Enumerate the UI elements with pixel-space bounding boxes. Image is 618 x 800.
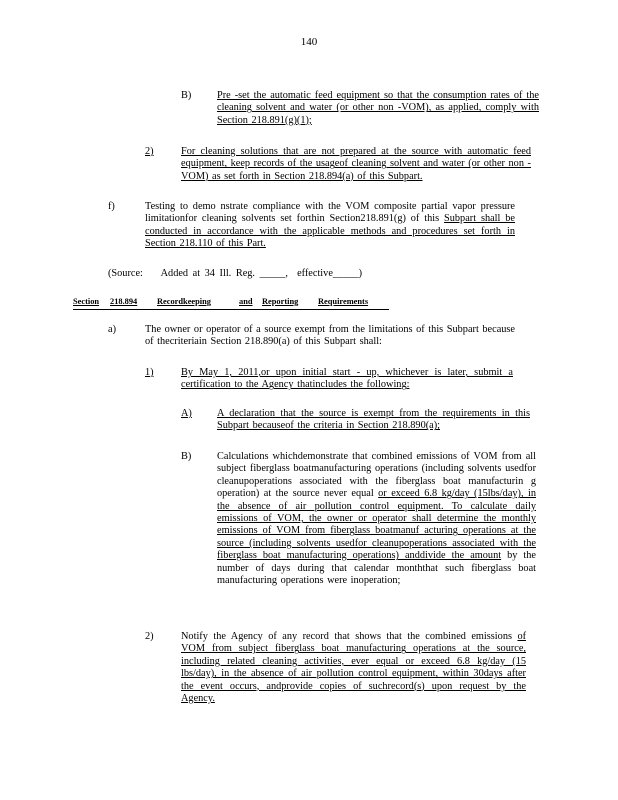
- item-f-text-plain: Testing to demo nstrate compliance with the VOM composite partial vapor pressure limitationfor cleaning solvents set forthin Section218.891(g) of this: [145, 201, 515, 225]
- section-number: 218.894: [110, 297, 138, 306]
- item-a-text: The owner or operator of a source exempt from the limitations of this Subpart because of thecriteriain Section 218.890(a) of this Subpart shall:: [145, 324, 515, 348]
- item-A-label: A): [181, 408, 192, 419]
- item-1-label: 1): [145, 367, 154, 378]
- item-B-label: B): [181, 451, 192, 462]
- source-effective: effective: [297, 268, 333, 279]
- source-note: [108, 268, 362, 279]
- section-heading-rule: [73, 309, 389, 310]
- item-1-text: By May 1, 2011,or upon initial start - up, whichever is later, submit a certification to the Agency thatincludes the following:: [181, 367, 513, 391]
- item-A-text: A declaration that the source is exempt from the requirements in this Subpart becauseof the criteria in Section 218.890(a);: [217, 408, 530, 432]
- section-label: Section: [73, 297, 100, 306]
- item-2-label: 2): [145, 146, 154, 157]
- section-title-2: and: [239, 297, 253, 306]
- source-added: Added at 34 Ill. Reg.: [160, 268, 255, 279]
- item-a-label: a): [108, 324, 116, 335]
- item-f-text: [145, 201, 515, 251]
- item-b-text: Pre -set the automatic feed equipment so that the consumption rates of the cleaning solvent and water (or other non -VOM), as applied, comply with Section 218.891(g)(1);: [217, 90, 539, 126]
- item-f-text-underlined: Subpart shall be conducted in accordance with the applicable methods and procedures set forth in Section 218.110 of this Part.: [145, 213, 515, 250]
- item-f-label: f): [108, 201, 115, 212]
- section-title-3: Reporting: [262, 297, 299, 306]
- item-B-text-underlined: or exceed 6.8 kg/day (15lbs/day), in the absence of air pollution control equipment. To calculate daily emissions of VOM, the owner or operator shall determine the monthly emissions of VOM from fiberglass boatmanuf acturing operations at the source (including solvents usedfor cleanupoperations associated with the fiberglass boat manufacturing operations) anddivide the amount: [217, 488, 537, 562]
- section-title-4: Requirements: [318, 297, 369, 306]
- item-B-text-plain: Calculations whichdemonstrate that combined emissions of VOM from all subject fiberglass boatmanufacturing operations (including solvents usedfor cleanupoperations associated with the fiberglass boat manufacturin g operation) at the source never equal: [217, 451, 536, 500]
- item-2-text: For cleaning solutions that are not prepared at the source with automatic feed equipment, keep records of the usageof cleaning solvent and water (or other non -VOM) as set forth in Section 218.894(a) of this Subpart.: [181, 146, 531, 182]
- source-open: (Source:: [108, 268, 143, 279]
- item-2b-text: [181, 631, 526, 705]
- source-blank-1: _____,: [259, 268, 288, 279]
- item-B-text: [217, 451, 536, 587]
- source-blank-2: _____): [332, 268, 363, 279]
- section-title-1: Recordkeeping: [157, 297, 211, 306]
- item-2b-text-plain: Notify the Agency of any record that shows that the combined emissions: [181, 631, 512, 642]
- item-2b-label: 2): [145, 631, 154, 642]
- item-2b-text-underlined: of VOM from subject fiberglass boat manufacturing operations at the source, including related cleaning activities, ever equal or exceed 6.8 kg/day (15 lbs/day), in the absence of air pollution control equipment, within 30days after the event occurs, andprovide copies of suchrecord(s) upon request by the Agency.: [181, 631, 527, 705]
- item-b-label: B): [181, 90, 192, 101]
- page-number: 140: [300, 36, 318, 48]
- item-B-text-plain-end: by the number of days during that calendar monththat such fiberglass boat manufacturing operations were inoperation;: [217, 550, 536, 587]
